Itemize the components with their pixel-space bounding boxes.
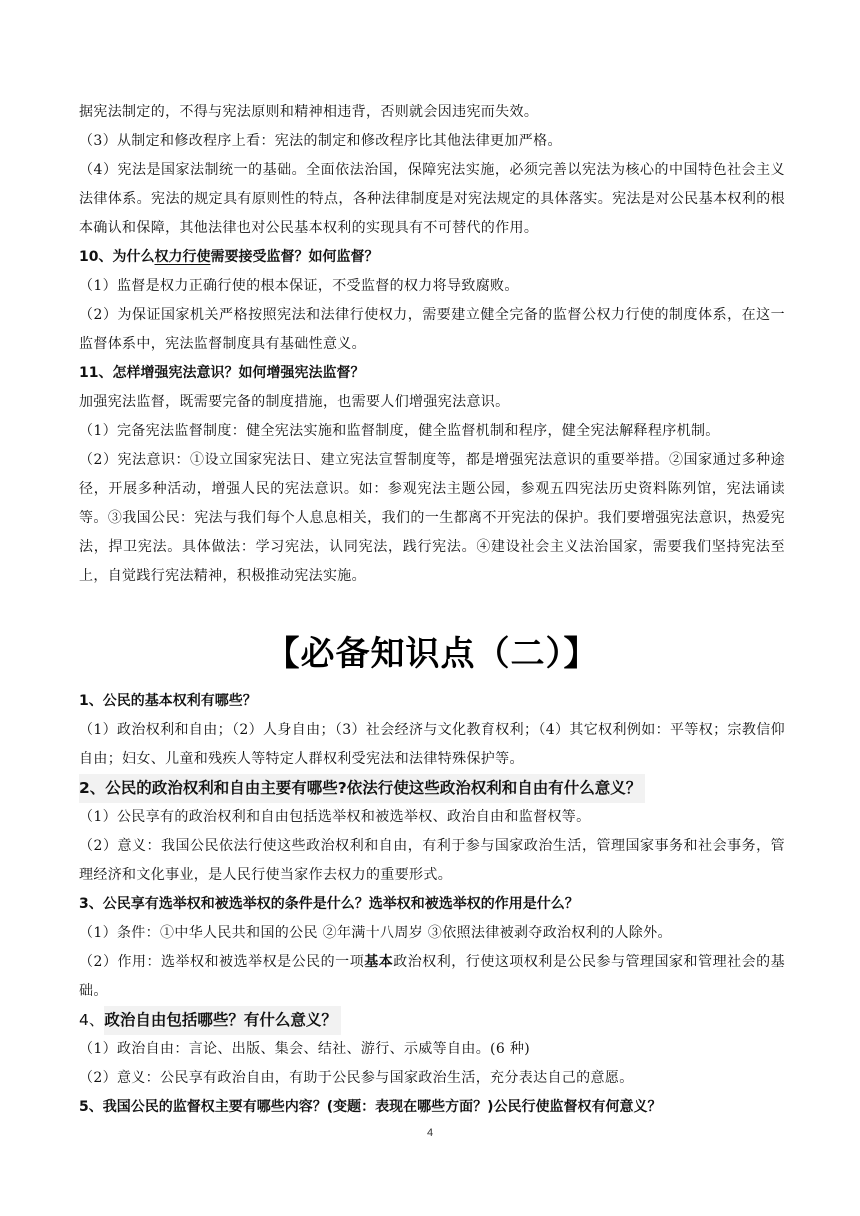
question-heading: 3、公民享有选举权和被选举权的条件是什么？选举权和被选举权的作用是什么？ xyxy=(79,896,579,912)
page-number: 4 xyxy=(426,1127,434,1139)
text: 政治权利，行使这项权利是公民参与管理国家和管理社会的基础。 xyxy=(79,954,785,999)
document-body xyxy=(79,98,785,1122)
question-number: 4、 xyxy=(79,1011,105,1029)
question-text: 需要接受监督？如何监督？ xyxy=(210,249,379,265)
question-heading: 5、我国公民的监督权主要有哪些内容？(变题：表现在哪些方面？)公民行使监督权有何意义？ xyxy=(79,1099,662,1115)
highlighted-question: 2、公民的政治权利和自由主要有哪些?依法行使这些政治权利和自由有什么意义？ xyxy=(79,774,645,803)
paragraph: （4）宪法是国家法制统一的基础。全面依法治国，保障宪法实施，必须完善以宪法为核心的中国特色社会主义法律体系。宪法的规定具有原则性的特点，各种法律制度是对宪法规定的具体落实。宪法是对公民基本权利的根本确认和保障，其他法律也对公民基本权利的实现具有不可替代的作用。 xyxy=(79,162,785,236)
section-title: 【必备知识点（二）】 xyxy=(265,634,599,674)
paragraph: （1）监督是权力正确行使的根本保证，不受监督的权力将导致腐败。 xyxy=(79,278,519,294)
question-text: 10、为什么 xyxy=(79,249,155,265)
paragraph: （2）宪法意识：①设立国家宪法日、建立宪法宣誓制度等，都是增强宪法意识的重要举措。②国家通过多种途径，开展多种活动，增强人民的宪法意识。如：参观宪法主题公园，参观五四宪法历史资料陈列馆，宪法诵读等。③我国公民：宪法与我们每个人息息相关，我们的一生都离不开宪法的保护。我们要增强宪法意识，热爱宪法，捍卫宪法。具体做法：学习宪法，认同宪法，践行宪法。④建设社会主义法治国家，需要我们坚持宪法至上，自觉践行宪法精神，积极推动宪法实施。 xyxy=(79,452,785,584)
paragraph: （2）为保证国家机关严格按照宪法和法律行使权力，需要建立健全完备的监督公权力行使的制度体系，在这一监督体系中，宪法监督制度具有基础性意义。 xyxy=(79,307,785,352)
highlighted-question: 政治自由包括哪些？有什么意义？ xyxy=(104,1006,341,1035)
paragraph: （1）条件：①中华人民共和国的公民 ②年满十八周岁 ③依照法律被剥夺政治权利的人除外。 xyxy=(79,925,672,941)
question-heading: 1、公民的基本权利有哪些？ xyxy=(79,693,257,709)
paragraph: （2）意义：公民享有政治自由，有助于公民参与国家政治生活，充分表达自己的意愿。 xyxy=(79,1070,634,1086)
question-heading xyxy=(79,243,785,272)
paragraph: （1）政治权利和自由；（2）人身自由；（3）社会经济与文化教育权利；（4）其它权利例如：平等权；宗教信仰自由；妇女、儿童和残疾人等特定人群权利受宪法和法律特殊保护等。 xyxy=(79,722,785,767)
paragraph: 据宪法制定的，不得与宪法原则和精神相违背，否则就会因违宪而失效。 xyxy=(79,104,539,120)
paragraph: （1）政治自由：言论、出版、集会、结社、游行、示威等自由。(6 种) xyxy=(79,1041,531,1057)
paragraph: （1）完备宪法监督制度：健全宪法实施和监督制度，健全监督机制和程序，健全宪法解释程序机制。 xyxy=(79,423,720,439)
underlined-text: 权力行使 xyxy=(154,249,211,265)
paragraph xyxy=(79,948,785,1006)
paragraph: （1）公民享有的政治权利和自由包括选举权和被选举权、政治自由和监督权等。 xyxy=(79,809,591,825)
question-heading xyxy=(79,1006,785,1035)
question-heading: 11、怎样增强宪法意识？如何增强宪法监督？ xyxy=(79,365,365,381)
question-heading xyxy=(79,774,785,803)
paragraph: （3）从制定和修改程序上看：宪法的制定和修改程序比其他法律更加严格。 xyxy=(79,133,562,149)
bold-text: 基本 xyxy=(364,954,394,970)
text: （2）作用：选举权和被选举权是公民的一项 xyxy=(79,954,365,970)
paragraph: 加强宪法监督，既需要完备的制度措施，也需要人们增强宪法意识。 xyxy=(79,394,510,410)
paragraph: （2）意义：我国公民依法行使这些政治权利和自由，有利于参与国家政治生活，管理国家事务和社会事务，管理经济和文化事业，是人民行使当家作去权力的重要形式。 xyxy=(79,838,785,883)
